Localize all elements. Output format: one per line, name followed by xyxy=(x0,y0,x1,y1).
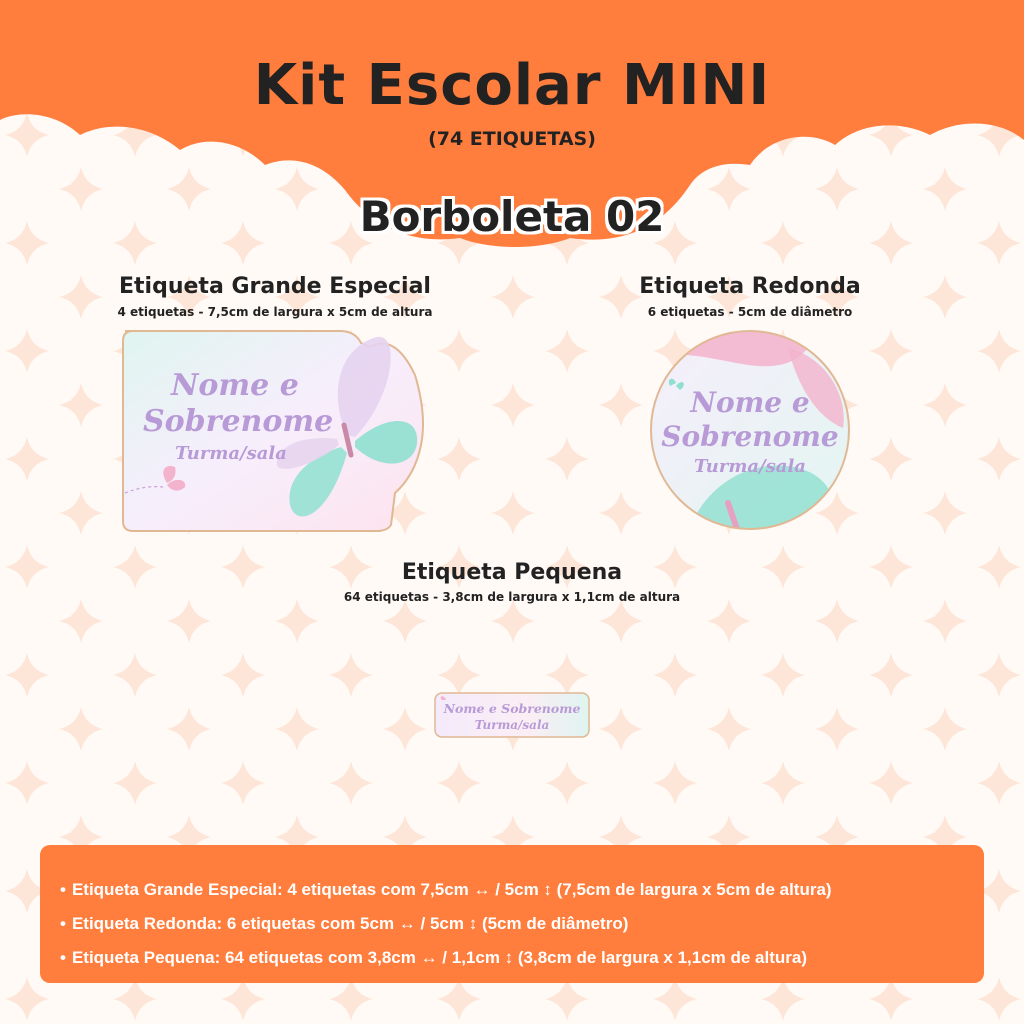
large-label-title: Etiqueta Grande Especial xyxy=(119,274,431,299)
large-label-preview xyxy=(115,325,435,535)
bullet-icon: • xyxy=(60,948,66,967)
round-label-line2: Sobrenome xyxy=(661,420,839,453)
page-subtitle: (74 ETIQUETAS) xyxy=(428,128,596,150)
info-box xyxy=(40,845,984,983)
small-label-title: Etiqueta Pequena xyxy=(401,560,623,585)
round-label-line1: Nome e xyxy=(690,386,810,419)
round-label-line3: Turma/sala xyxy=(694,456,806,477)
large-label-subtitle: 4 etiquetas - 7,5cm de largura x 5cm de altura xyxy=(117,305,433,319)
info-line-text: Etiqueta Redonda: 6 etiquetas com 5cm ↔ / 5cm ↕ (5cm de diâmetro) xyxy=(71,914,629,933)
large-label-line2: Sobrenome xyxy=(143,404,334,439)
info-line-round xyxy=(60,907,984,941)
round-label-subtitle: 6 etiquetas - 5cm de diâmetro xyxy=(647,305,853,319)
bullet-icon: • xyxy=(60,914,66,933)
small-label-line2: Turma/sala xyxy=(474,718,550,732)
page-title: Kit Escolar MINI xyxy=(253,53,771,118)
round-label-title: Etiqueta Redonda xyxy=(639,274,861,299)
info-line-text: Etiqueta Pequena: 64 etiquetas com 3,8cm ↔ / 1,1cm ↕ (3,8cm de largura x 1,1cm de altura) xyxy=(71,948,808,967)
info-line-large xyxy=(60,873,984,907)
info-line-small xyxy=(60,941,984,975)
small-label-preview xyxy=(434,692,590,738)
large-label-line3: Turma/sala xyxy=(175,443,287,464)
info-line-text: Etiqueta Grande Especial: 4 etiquetas com 7,5cm ↔ / 5cm ↕ (7,5cm de largura x 5cm de altura) xyxy=(71,880,832,899)
round-label-preview xyxy=(648,328,852,532)
small-label-line1: Nome e Sobrenome xyxy=(443,701,581,716)
large-label-line1: Nome e xyxy=(171,368,299,403)
small-label-subtitle: 64 etiquetas - 3,8cm de largura x 1,1cm de altura xyxy=(343,590,681,604)
theme-title: Borboleta 02 xyxy=(359,192,665,241)
bullet-icon: • xyxy=(60,880,66,899)
